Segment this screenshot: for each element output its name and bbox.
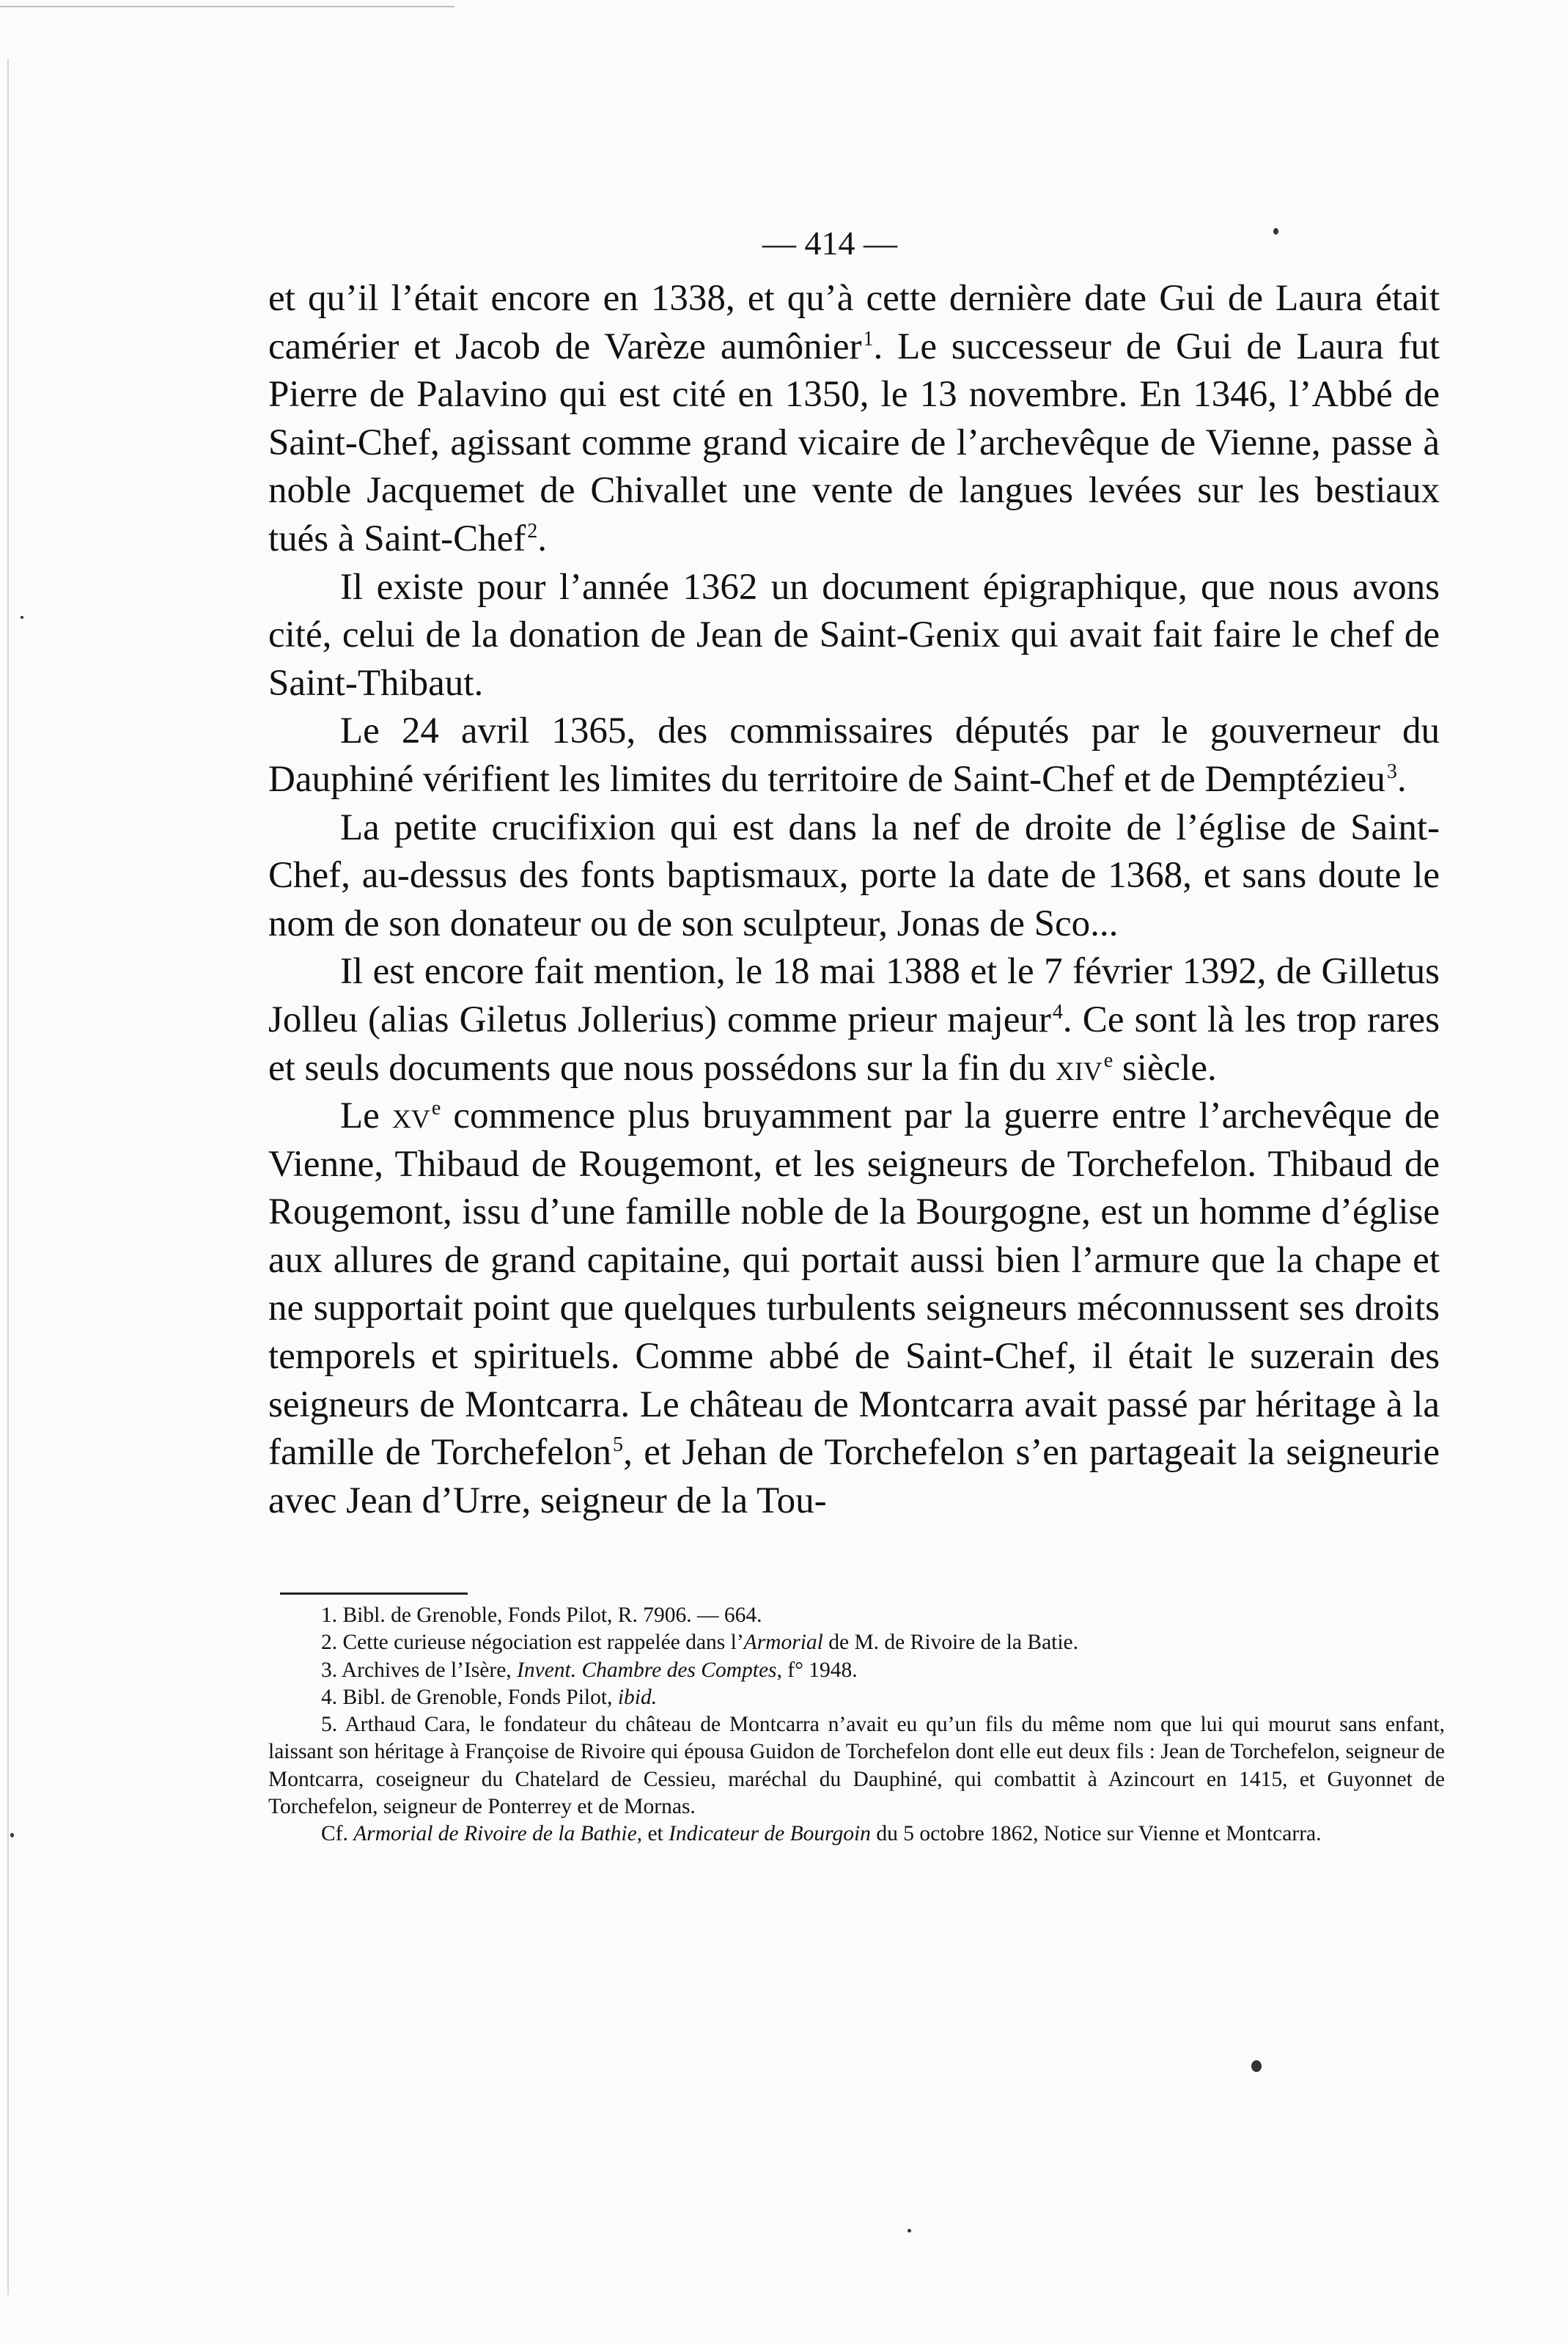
paragraph bbox=[268, 564, 1440, 708]
ink-speck bbox=[1251, 2060, 1262, 2072]
paragraph-text: Il existe pour l’année 1362 un document épigraphique, que nous avons cité, celui de la donation de Jean de Saint-Genix qui avait fait faire le chef de Saint-Thibaut. bbox=[268, 566, 1440, 704]
paragraph bbox=[268, 1092, 1440, 1525]
ink-speck bbox=[21, 616, 23, 619]
footnote-text: du 5 octobre 1862, Notice sur Vienne et Montcarra. bbox=[870, 1822, 1322, 1846]
footnote bbox=[268, 1821, 1445, 1848]
footnote-ref: 3 bbox=[1386, 760, 1397, 783]
footnote-ref: 4 bbox=[1052, 1000, 1063, 1024]
ink-speck bbox=[908, 2229, 911, 2233]
paragraph-text: siècle. bbox=[1113, 1047, 1217, 1089]
paragraph-text: La petite crucifixion qui est dans la nef de droite de l’église de Saint-Chef, au-dessus des fonts baptismaux, porte la date de 1368, et sans doute le nom de son donateur ou de son sculpteur, Jonas de Sco... bbox=[268, 807, 1440, 944]
paragraph-text: Il est encore fait mention, le 18 mai 1388 et le 7 février 1392, de Gilletus Jolleu (alias Giletus Jollerius) comme prieur majeur bbox=[268, 951, 1440, 1040]
footnote bbox=[268, 1684, 1445, 1711]
paragraph-text: Le bbox=[340, 1095, 392, 1137]
footnote-text: Cf. bbox=[321, 1822, 354, 1846]
footnote-ref: 5 bbox=[613, 1433, 624, 1457]
body-text bbox=[268, 275, 1440, 1525]
footnote-text: 5. Arthaud Cara, le fondateur du château de Montcarra n’avait eu qu’un fils du même nom que lui qui mourut sans enfant, laissant son héritage à Françoise de Rivoire qui épousa Guidon de Torchefelon dont elle eut deux fils : Jean de Torchefelon, seigneur de Montcarra, coseigneur du Chatelard de Cessieu, maréchal du Dauphiné, qui combattit à Azincourt en 1415, et Guyonnet de Torchefelon, seigneur de Ponterrey et de Mornas. bbox=[268, 1713, 1445, 1819]
footnote-title: Invent. Chambre des Comptes, bbox=[517, 1658, 782, 1682]
footnote bbox=[268, 1657, 1445, 1684]
ink-speck bbox=[1273, 228, 1278, 235]
footnote-title: ibid. bbox=[617, 1685, 658, 1709]
paragraph-text: . bbox=[1396, 758, 1407, 800]
paragraph bbox=[268, 275, 1440, 564]
paragraph bbox=[268, 804, 1440, 949]
footnote-text: de M. de Rivoire de la Batie. bbox=[822, 1631, 1079, 1655]
century-numeral: xv bbox=[391, 1095, 430, 1137]
footnotes bbox=[268, 1602, 1445, 1848]
footnote-text: 4. Bibl. de Grenoble, Fonds Pilot, bbox=[321, 1685, 618, 1709]
paragraph bbox=[268, 948, 1440, 1092]
footnote bbox=[268, 1711, 1445, 1821]
paragraph-text: Le 24 avril 1365, des commissaires députés par le gouverneur du Dauphiné vérifient les limites du territoire de Saint-Chef et de Demptézieu bbox=[268, 710, 1440, 800]
ink-speck bbox=[10, 1833, 14, 1837]
century-numeral: xiv bbox=[1055, 1047, 1103, 1089]
superscript: e bbox=[1103, 1048, 1114, 1072]
scan-edge-line bbox=[7, 59, 9, 2295]
footnote-rule bbox=[280, 1592, 468, 1595]
footnote-text: f° 1948. bbox=[781, 1658, 858, 1682]
footnote-ref: 1 bbox=[863, 327, 874, 350]
footnote-ref: 2 bbox=[527, 519, 538, 543]
footnote-text: et bbox=[642, 1822, 669, 1846]
footnote-title: Armorial bbox=[743, 1631, 823, 1655]
paragraph bbox=[268, 708, 1440, 804]
footnote bbox=[268, 1629, 1445, 1656]
paragraph-text: . Ce sont là les trop rares et seuls documents que nous possédons sur la fin du bbox=[268, 999, 1440, 1089]
paragraph-text: , et Jehan de Torchefelon s’en partageait la seigneurie avec Jean d’Urre, seigneur de la Tou- bbox=[268, 1432, 1440, 1521]
footnote-text: 3. Archives de l’Isère, bbox=[321, 1658, 518, 1682]
superscript: e bbox=[431, 1097, 441, 1120]
paragraph-text: et qu’il l’était encore en 1338, et qu’à cette dernière date Gui de Laura était camérier et Jacob de Varèze aumônier bbox=[268, 278, 1440, 367]
footnote bbox=[268, 1602, 1445, 1629]
footnote-text: 2. Cette curieuse négociation est rappelée dans l’ bbox=[321, 1631, 744, 1655]
page-number: — 414 — bbox=[762, 224, 897, 262]
paragraph-text: . Le successeur de Gui de Laura fut Pierre de Palavino qui est cité en 1350, le 13 novembre. En 1346, l’Abbé de Saint-Chef, agissant comme grand vicaire de l’archevêque de Vienne, passe à noble Jacquemet de Chivallet une vente de langues levées sur les bestiaux tués à Saint-Chef bbox=[268, 326, 1440, 559]
paragraph-text: commence plus bruyamment par la guerre entre l’archevêque de Vienne, Thibaud de Rougemont, et les seigneurs de Torchefelon. Thibaud de Rougemont, issu d’une famille noble de la Bourgogne, est un homme d’église aux allures de grand capitaine, qui portait aussi bien l’armure que la chape et ne supportait point que quelques turbulents seigneurs méconnussent ses droits temporels et spirituels. Comme abbé de Saint-Chef, il était le suzerain des seigneurs de Montcarra. Le château de Montcarra avait passé par héritage à la famille de Torchefelon bbox=[268, 1095, 1440, 1474]
footnote-title: Armorial de Rivoire de la Bathie, bbox=[353, 1822, 643, 1846]
paragraph-text: . bbox=[537, 518, 548, 559]
scan-edge-line bbox=[0, 6, 454, 7]
footnote-text: 1. Bibl. de Grenoble, Fonds Pilot, R. 7906. — 664. bbox=[321, 1603, 762, 1627]
footnote-title: Indicateur de Bourgoin bbox=[669, 1822, 871, 1846]
